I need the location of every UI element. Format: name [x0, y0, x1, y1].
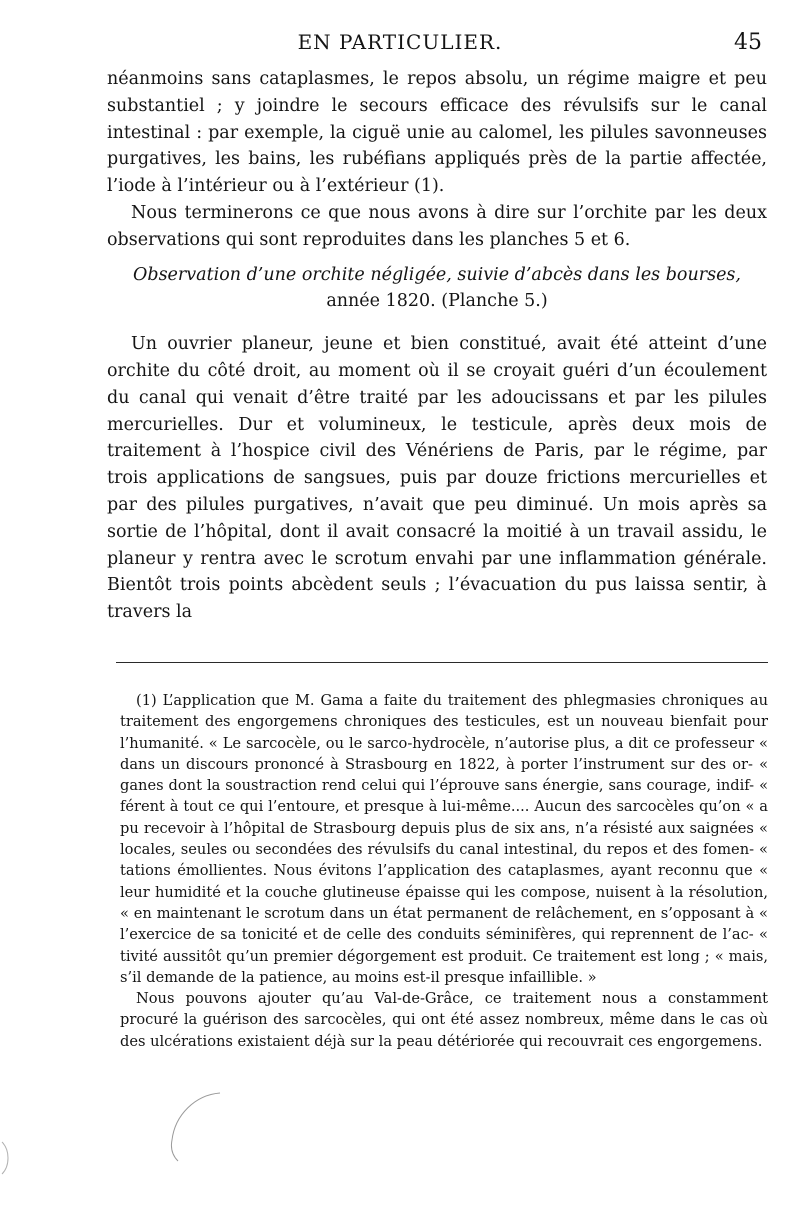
observation-date: année 1820. (Planche 5.)	[326, 291, 548, 312]
paragraph-continuation: néanmoins sans cataplasmes, le repos absolu, un régime maigre et peu substantiel ; y joindre le secours efficace des révulsifs sur le canal intestinal : par exemple, la ciguë unie au calomel, les pilules savonneuses purgatives, les bains, les rubéfians appliqués près de la partie affectée, l’iode à l’intérieur ou à l’extérieur (1).	[107, 69, 767, 197]
observation-heading	[107, 262, 767, 316]
paragraph-orchite-conclusion: Nous terminerons ce que nous avons à dire sur l’orchite par les deux observations qui sont reproduites dans les planches 5 et 6.	[107, 202, 767, 250]
main-text	[107, 66, 767, 626]
footnote-divider	[116, 662, 768, 663]
pen-stroke-mark	[150, 1085, 240, 1165]
observation-title: Observation d’une orchite négligée, suivie d’abcès dans les bourses,	[133, 264, 741, 285]
footnote-paragraph-addendum: Nous pouvons ajouter qu’au Val-de-Grâce, ce traitement nous a constamment procuré la guérison des sarcocèles, qui ont été assez nombreux, même dans le cas où des ulcérations existaient déjà sur la peau détériorée qui recouvrait ces engorgemens.	[120, 990, 768, 1050]
paragraph-case-report: Un ouvrier planeur, jeune et bien constitué, avait été atteint d’une orchite du côté droit, au moment où il se croyait guéri d’un écoulement du canal qui venait d’être traité par les adoucissans et par les pilules mercurielles. Dur et volumineux, le testicule, après deux mois de traitement à l’hospice civil des Vénériens de Paris, par le régime, par trois applications de sangsues, puis par douze frictions mercurielles et par des pilules purgatives, n’avait que peu diminué. Un mois après sa sortie de l’hôpital, dont il avait consacré la moitié à un travail assidu, le planeur y rentra avec le scrotum envahi par une inflammation générale. Bientôt trois points abcèdent seuls ; l’évacuation du pus laissa sentir, à travers la	[107, 334, 767, 623]
footnote-paragraph: (1) L’application que M. Gama a faite du traitement des phlegmasies chroniques au traitement des engorgemens chroniques des testicules, est un nouveau bienfait pour l’humanité. « Le sarcocèle, ou le sarco-hydrocèle, n’autorise plus, a dit ce professeur « dans un discours prononcé à Strasbourg en 1822, à porter l’instrument sur des or- « ganes dont la soustraction rend celui qui l’éprouve sans énergie, sans courage, indif- « férent à tout ce qui l’entoure, et presque à lui-même.... Aucun des sarcocèles qu’on « a pu recevoir à l’hôpital de Strasbourg depuis plus de six ans, n’a résisté aux saignées « locales, seules ou secondées des révulsifs du canal intestinal, du repos et des fomen- « tations émollientes. Nous évitons l’application des cataplasmes, ayant reconnu que « leur humidité et la couche glutineuse épaisse qui les compose, nuisent à la résolution, « en maintenant le scrotum dans un état permanent de relâchement, en s’opposant à « l’exercice de sa tonicité et de celle des conduits séminifères, qui reprennent de l’ac- « tivité aussitôt qu’un premier dégorgement est produit. Ce traitement est long ; « mais, s’il demande de la patience, au moins est-il presque infaillible. »	[120, 692, 768, 986]
page-header	[0, 28, 800, 58]
page-number: 45	[734, 30, 762, 55]
running-head: EN PARTICULIER.	[297, 30, 503, 54]
page-edge-mark	[0, 1138, 16, 1178]
footnote	[120, 690, 768, 1052]
